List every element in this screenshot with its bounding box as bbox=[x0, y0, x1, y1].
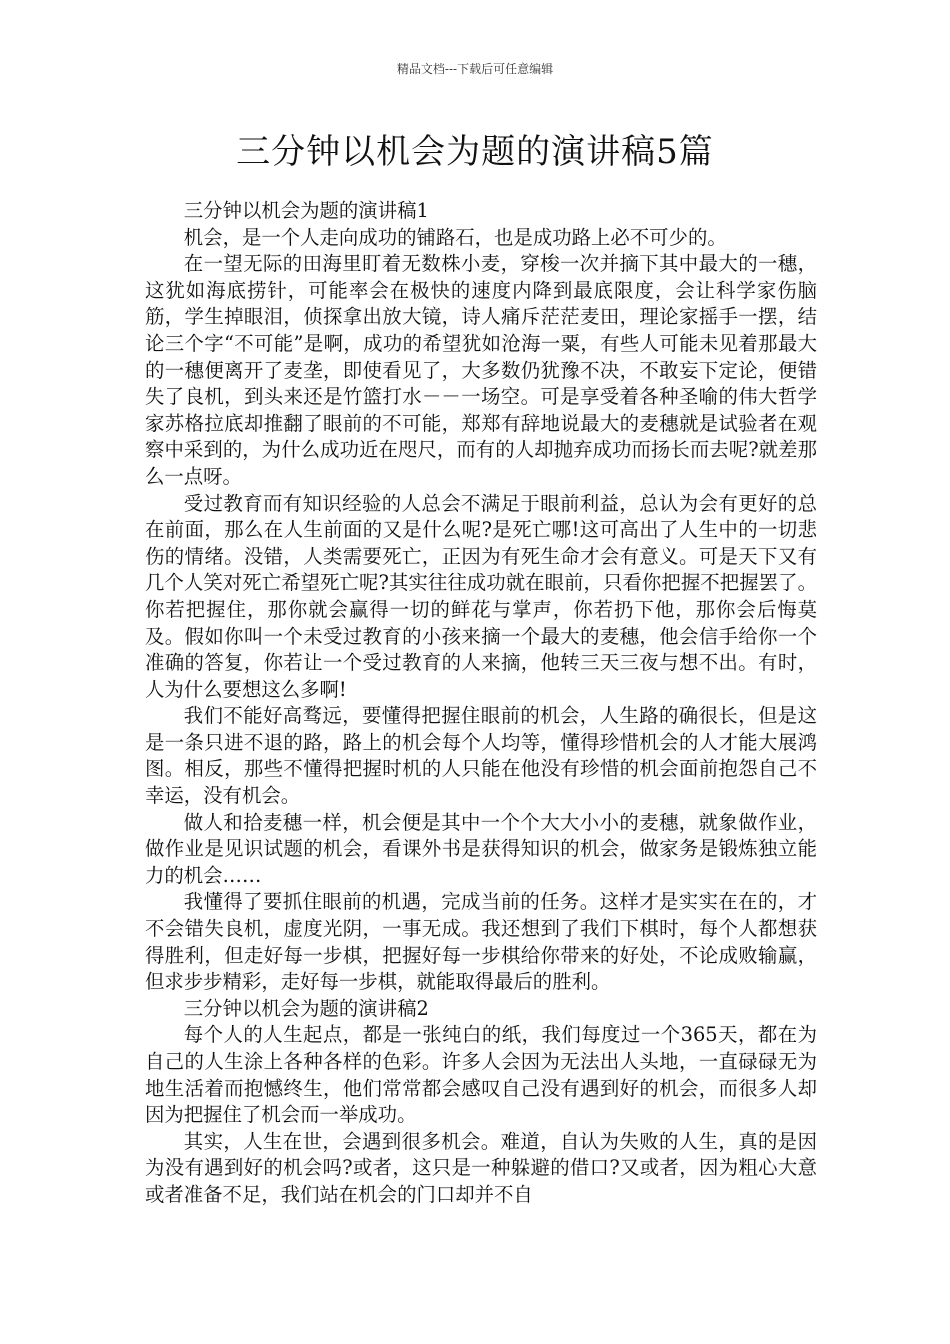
paragraph: 在一望无际的田海里盯着无数株小麦，穿梭一次并摘下其中最大的一穗，这犹如海底捞针，可能率会在极快的速度内降到最底限度，会让科学家伤脑筋，学生掉眼泪，侦探拿出放大镜，诗人痛斥茫茫麦田，理论家摇手一摆，结论三个字“不可能”是啊，成功的希望犹如沧海一粟，有些人可能未见着那最大的一穗便离开了麦垄，即使看见了，大多数仍犹豫不决，不敢妄下定论，便错失了良机，到头来还是竹篮打水－－一场空。可是享受着各种圣喻的伟大哲学家苏格拉底却推翻了眼前的不可能，郑郑有辞地说最大的麦穗就是试验者在观察中采到的，为什么成功近在咫尺，而有的人却抛弃成功而扬长而去呢?就差那么一点呀。 bbox=[145, 252, 817, 488]
paragraph: 机会，是一个人走向成功的铺路石，也是成功路上必不可少的。 bbox=[183, 225, 727, 249]
header-note: 精品文档---下载后可任意编辑 bbox=[396, 62, 554, 76]
paragraph: 其实，人生在世，会遇到很多机会。难道，自认为失败的人生，真的是因为没有遇到好的机会吗?或者，这只是一种躲避的借口?又或者，因为粗心大意或者准备不足，我们站在机会的门口却并不自 bbox=[145, 1129, 817, 1206]
paragraph: 每个人的人生起点，都是一张纯白的纸，我们每度过一个365天，都在为自己的人生涂上各种各样的色彩。许多人会因为无法出人头地，一直碌碌无为地生活着而抱憾终生，他们常常都会感叹自己没有遇到好的机会，而很多人却因为把握住了机会而一举成功。 bbox=[145, 1023, 817, 1127]
paragraph: 我们不能好高骛远，要懂得把握住眼前的机会，人生路的确很长，但是这是一条只进不退的路，路上的机会每个人均等，懂得珍惜机会的人才能大展鸿图。相反，那些不懂得把握时机的人只能在他没有珍惜的机会面前抱怨自己不幸运，没有机会。 bbox=[145, 704, 817, 808]
paragraph: 受过教育而有知识经验的人总会不满足于眼前利益，总认为会有更好的总在前面，那么在人生前面的又是什么呢?是死亡哪!这可高出了人生中的一切悲伤的情绪。没错，人类需要死亡，正因为有死生命才会有意义。可是天下又有几个人笑对死亡希望死亡呢?其实往往成功就在眼前，只看你把握不把握罢了。你若把握住，那你就会赢得一切的鲜花与掌声，你若扔下他，那你会后悔莫及。假如你叫一个未受过教育的小孩来摘一个最大的麦穗，他会信手给你一个准确的答复，你若让一个受过教育的人来摘，他转三天三夜与想不出。有时，人为什么要想这么多啊! bbox=[145, 491, 817, 701]
paragraph: 我懂得了要抓住眼前的机遇，完成当前的任务。这样才是实实在在的，才不会错失良机，虚度光阴，一事无成。我还想到了我们下棋时，每个人都想获得胜利，但走好每一步棋，把握好每一步棋给你带来的好处，不论成败输赢，但求步步精彩，走好每一步棋，就能取得最后的胜利。 bbox=[145, 890, 817, 994]
section-heading: 三分钟以机会为题的演讲稿2 bbox=[183, 996, 429, 1020]
document-title: 三分钟以机会为题的演讲稿5篇 bbox=[236, 132, 714, 172]
section-heading: 三分钟以机会为题的演讲稿1 bbox=[183, 199, 429, 222]
paragraph: 做人和拾麦穗一样，机会便是其中一个个大大小小的麦穗，就象做作业，做作业是见识试题的机会，看课外书是获得知识的机会，做家务是锻炼独立能力的机会…… bbox=[145, 810, 817, 887]
document-body bbox=[145, 198, 817, 1209]
